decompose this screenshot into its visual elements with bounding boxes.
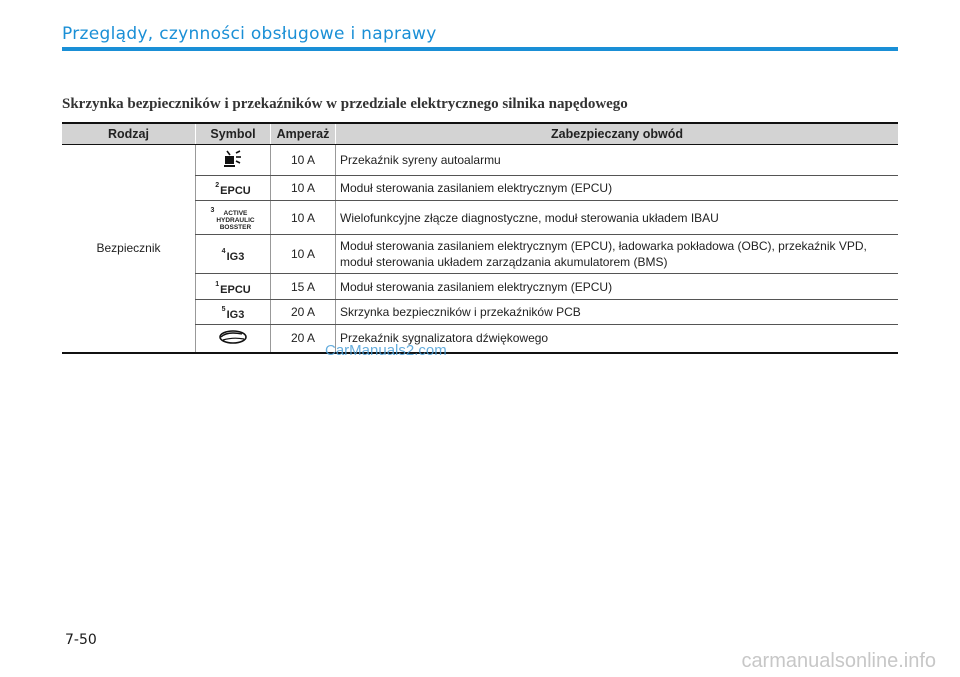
fuse-symbol-label: 1 EPCU (215, 280, 251, 296)
fuse-table (62, 122, 898, 354)
symbol-cell (196, 300, 271, 325)
type-cell: Bezpiecznik (62, 145, 196, 353)
page-header-title: Przeglądy, czynności obsługowe i naprawy (62, 24, 437, 44)
amperage-cell: 10 A (271, 201, 336, 235)
fuse-symbol-label: 4 IG3 (221, 248, 245, 263)
circuit-cell: Moduł sterowania zasilaniem elektrycznym (EPCU) (336, 274, 899, 300)
circuit-cell: Przekaźnik syreny autoalarmu (336, 145, 899, 176)
circuit-cell: Moduł sterowania zasilaniem elektrycznym (EPCU) (336, 176, 899, 201)
symbol-cell (196, 235, 271, 274)
column-header-type: Rodzaj (62, 123, 196, 145)
symbol-cell (196, 274, 271, 300)
page-number: 7-50 (65, 632, 97, 648)
symbol-cell (196, 325, 271, 353)
column-header-circuit: Zabezpieczany obwód (336, 123, 899, 145)
circuit-cell: Wielofunkcyjne złącze diagnostyczne, moduł sterowania układem IBAU (336, 201, 899, 235)
fuse-symbol-label: 3 ACTIVE HYDRAULIC BOSSTER (210, 207, 255, 231)
circuit-cell: Przekaźnik sygnalizatora dźwiękowego (336, 325, 899, 353)
section-title: Skrzynka bezpieczników i przekaźników w przedziale elektrycznego silnika napędowego (62, 96, 628, 112)
circuit-cell: Skrzynka bezpieczników i przekaźników PCB (336, 300, 899, 325)
amperage-cell: 15 A (271, 274, 336, 300)
symbol-cell (196, 176, 271, 201)
header-divider (62, 47, 898, 51)
fuse-symbol-label: 5 IG3 (221, 306, 245, 321)
circuit-cell: Moduł sterowania zasilaniem elektrycznym (EPCU), ładowarka pokładowa (OBC), przekaźnik VPD, moduł sterowania układem zarządzania akumulatorem (BMS) (336, 235, 899, 274)
fuse-symbol-label: 2 EPCU (215, 182, 251, 197)
symbol-cell (196, 145, 271, 176)
table-header-row (62, 123, 898, 145)
amperage-cell: 20 A (271, 325, 336, 353)
table-row (62, 145, 898, 176)
amperage-cell: 10 A (271, 176, 336, 201)
symbol-cell (196, 201, 271, 235)
column-header-symbol: Symbol (196, 123, 271, 145)
amperage-cell: 20 A (271, 300, 336, 325)
horn-icon (218, 334, 248, 348)
footer-watermark: carmanualsonline.info (741, 650, 936, 672)
amperage-cell: 10 A (271, 235, 336, 274)
alarm-siren-icon (222, 158, 244, 172)
watermark: CarManuals2.com (325, 342, 447, 359)
amperage-cell: 10 A (271, 145, 336, 176)
column-header-amperage: Amperaż (271, 123, 336, 145)
